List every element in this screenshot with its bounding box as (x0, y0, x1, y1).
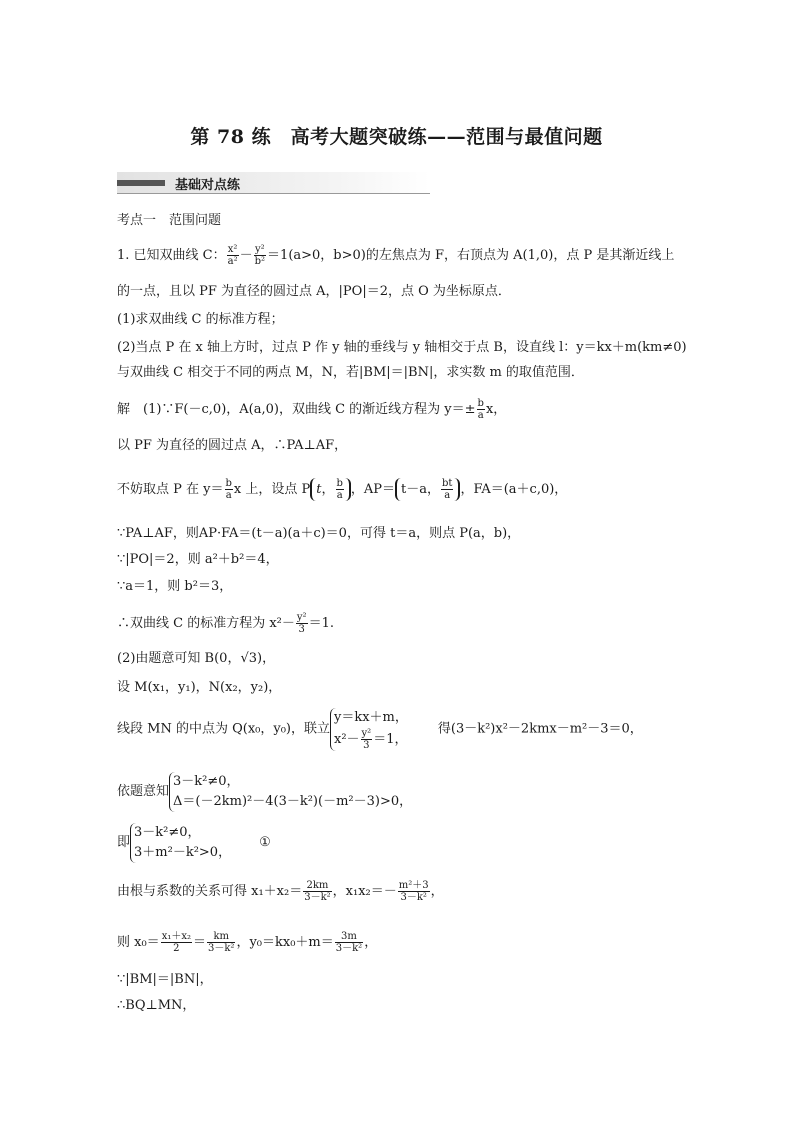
question-2-line-2: 与双曲线 C 相交于不同的两点 M，N，若|BM|＝|BN|，求实数 m 的取值范围． (117, 365, 584, 380)
question-1: (1)求双曲线 C 的标准方程； (117, 312, 284, 327)
fraction-x1px2: $\frac{\text{x₁＋x₂}}{2}$ (161, 931, 191, 954)
equation-system-1: y＝kx＋m， x²－ $\frac{\text{y²}}{3}$ ＝1， (330, 708, 408, 751)
fraction-y2-b2: $\frac{\text{y²}}{\text{b²}}$ (254, 244, 266, 267)
solution-line-12: 即 3－k²≠0， 3＋m²－k²>0， ① (117, 823, 271, 863)
question-2-line-1: (2)当点 P 在 x 轴上方时，过点 P 作 y 轴的垂线与 y 轴相交于点 B，设直线 l：y＝kx＋m(km≠0) (117, 340, 687, 355)
solution-line-15: ∵|BM|＝|BN|， (117, 972, 213, 987)
section-header (117, 172, 430, 194)
fraction-2km: $\frac{2km}{\text{3－k²}}$ (304, 880, 331, 903)
topic-heading: 考点一 范围问题 (117, 213, 222, 228)
solution-line-4: ∵PA⊥AF，则AP·FA＝(t－a)(a＋c)＝0，可得 t＝a，则点 P(a，b)， (117, 526, 521, 541)
solution-line-3: 不妨取点 P 在 y＝ $\frac{b}{a}$ x 上，设点 P t， $\frac{b}{a}$ ，AP＝ t－a， $\frac{bt}{a}$ ，FA＝(a＋c,0)， (117, 478, 568, 501)
solution-line-9: 设 M(x₁，y₁)，N(x₂，y₂)， (117, 680, 282, 695)
equation-system-3: 3－k²≠0， 3＋m²－k²>0， (130, 823, 231, 863)
problem-line-2: 的一点，且以 PF 为直径的圆过点 A，|PO|＝2，点 O 为坐标原点． (117, 284, 511, 299)
solution-line-13: 由根与系数的关系可得 x₁＋x₂＝ $\frac{2km}{\text{3－k²}}$ ，x₁x₂＝－ $\frac{\text{m²＋3}}{\text{3－k²}}$ ， (117, 880, 444, 903)
fraction-x2-a2: $\frac{\text{x²}}{\text{a²}}$ (227, 244, 238, 267)
fraction-m2p3: $\frac{\text{m²＋3}}{\text{3－k²}}$ (398, 880, 429, 903)
fraction-3m: $\frac{3m}{\text{3－k²}}$ (335, 931, 363, 954)
problem-line-1: 1. 已知双曲线 C： $\frac{\text{x²}}{\text{a²}}$ － $\frac{\text{y²}}{\text{b²}}$ ＝1(a>0，b>0)的左焦点为 F，右顶点为 A(1,0)，点 P 是其渐近线上 (117, 244, 675, 267)
solution-line-6: ∵a＝1，则 b²＝3， (117, 579, 233, 594)
fraction-km: $\frac{km}{\text{3－k²}}$ (208, 931, 235, 954)
fraction-b-a: $\frac{b}{a}$ (477, 398, 484, 421)
vector-p: t， $\frac{b}{a}$ (310, 478, 351, 501)
solution-line-11: 依题意知 3－k²≠0， Δ＝(－2km)²－4(3－k²)(－m²－3)>0， (117, 772, 412, 812)
equation-system-2: 3－k²≠0， Δ＝(－2km)²－4(3－k²)(－m²－3)>0， (169, 772, 412, 812)
vector-ap: t－a， $\frac{bt}{a}$ (395, 478, 460, 501)
fraction-b-a: $\frac{b}{a}$ (225, 478, 232, 501)
solution-line-7: ∴双曲线 C 的标准方程为 x²－ $\frac{\text{y²}}{3}$ ＝1. (117, 612, 334, 635)
section-marker (117, 180, 165, 186)
solution-line-2: 以 PF 为直径的圆过点 A，∴PA⊥AF， (117, 438, 348, 453)
solution-line-10: 线段 MN 的中点为 Q(x₀，y₀)，联立 y＝kx＋m， x²－ $\frac{\text{y²}}{3}$ ＝1， 得(3－k²)x²－2kmx－m²－3＝0， (117, 710, 643, 751)
section-rule (117, 193, 430, 194)
solution-line-5: ∵|PO|＝2，则 a²＋b²＝4， (117, 552, 279, 567)
fraction-y2-3: $\frac{\text{y²}}{3}$ (296, 612, 307, 635)
solution-line-1: 解 (1)∵F(－c,0)，A(a,0)，双曲线 C 的渐近线方程为 y＝± $\frac{b}{a}$ x， (117, 398, 507, 421)
section-label: 基础对点练 (175, 178, 241, 193)
page-title: 第 78 练 高考大题突破练——范围与最值问题 (190, 126, 603, 148)
solution-line-16: ∴BQ⊥MN， (117, 998, 196, 1013)
solution-line-14: 则 x₀＝ $\frac{\text{x₁＋x₂}}{2}$ ＝ $\frac{km}{\text{3－k²}}$ ，y₀＝kx₀＋m＝ $\frac{3m}{\text{3－k²}}$ ， (117, 931, 378, 954)
solution-line-8: (2)由题意可知 B(0，√3)， (117, 651, 276, 666)
